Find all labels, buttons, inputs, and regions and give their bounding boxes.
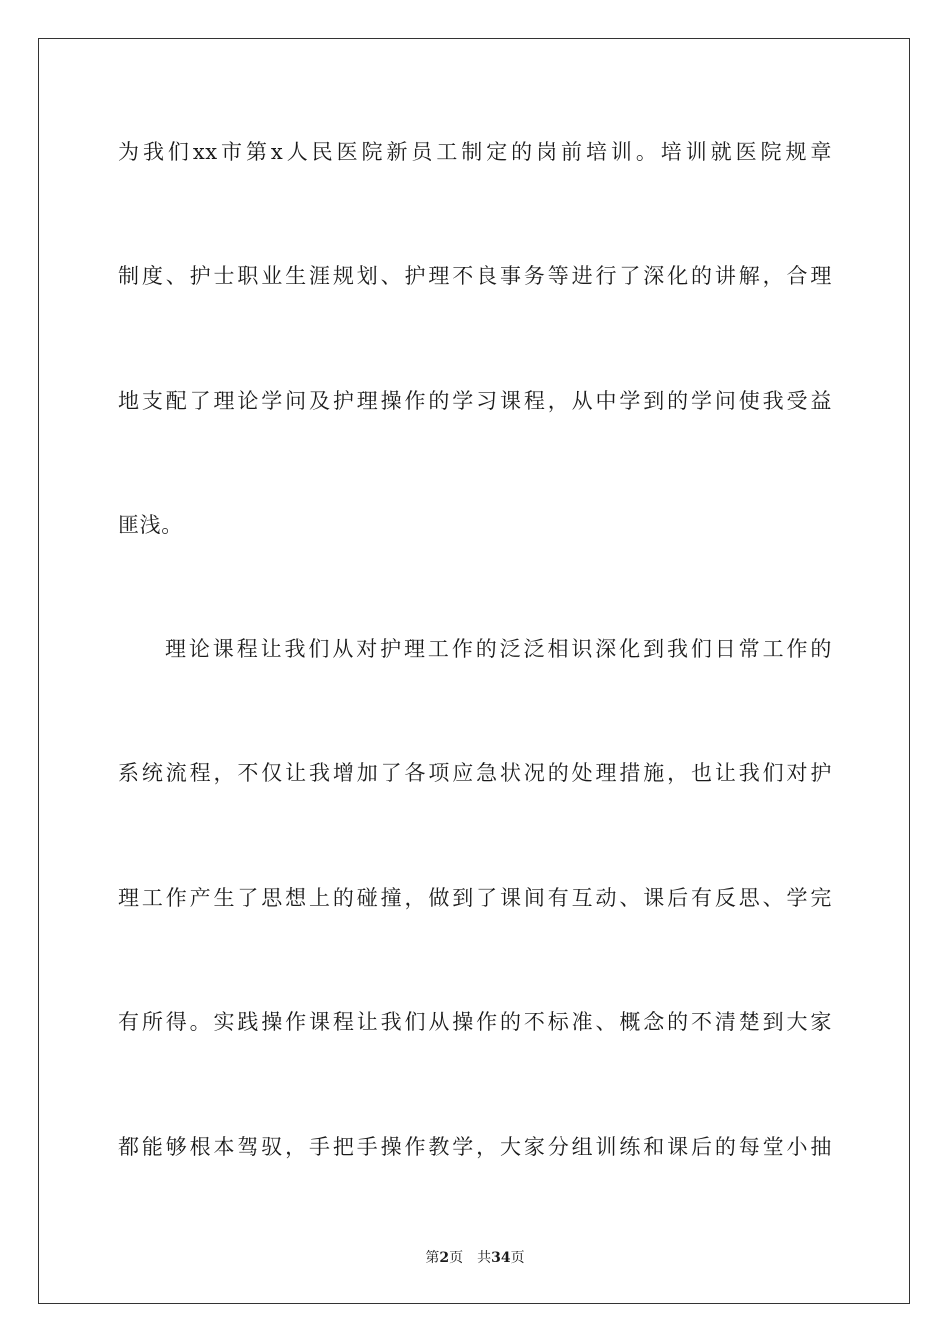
total-suffix: 页 <box>510 1250 525 1266</box>
text-line: 理工作产生了思想上的碰撞，做到了课间有互动、课后有反思、学完 <box>118 886 832 910</box>
text-line: 有所得。实践操作课程让我们从操作的不标准、概念的不清楚到大家 <box>118 1010 832 1034</box>
text-line: 制度、护士职业生涯规划、护理不良事务等进行了深化的讲解，合理 <box>118 264 832 288</box>
total-pages: 34 <box>491 1250 511 1266</box>
text-line: 都能够根本驾驭，手把手操作教学，大家分组训练和课后的每堂小抽 <box>118 1135 832 1159</box>
page-border <box>38 38 910 1304</box>
text-line: 系统流程，不仅让我增加了各项应急状况的处理措施，也让我们对护 <box>118 761 832 785</box>
total-prefix: 共 <box>477 1250 492 1266</box>
text-line: 为我们xx市第x人民医院新员工制定的岗前培训。培训就医院规章 <box>118 140 832 164</box>
page-footer <box>0 1248 950 1268</box>
text-line: 理论课程让我们从对护理工作的泛泛相识深化到我们日常工作的 <box>165 637 832 661</box>
page-number: 2 <box>439 1250 450 1266</box>
text-line: 匪浅。 <box>118 513 183 537</box>
text-line: 地支配了理论学问及护理操作的学习课程，从中学到的学问使我受益 <box>118 389 832 413</box>
page-prefix: 第 <box>425 1250 440 1266</box>
page-suffix: 页 <box>449 1250 464 1266</box>
